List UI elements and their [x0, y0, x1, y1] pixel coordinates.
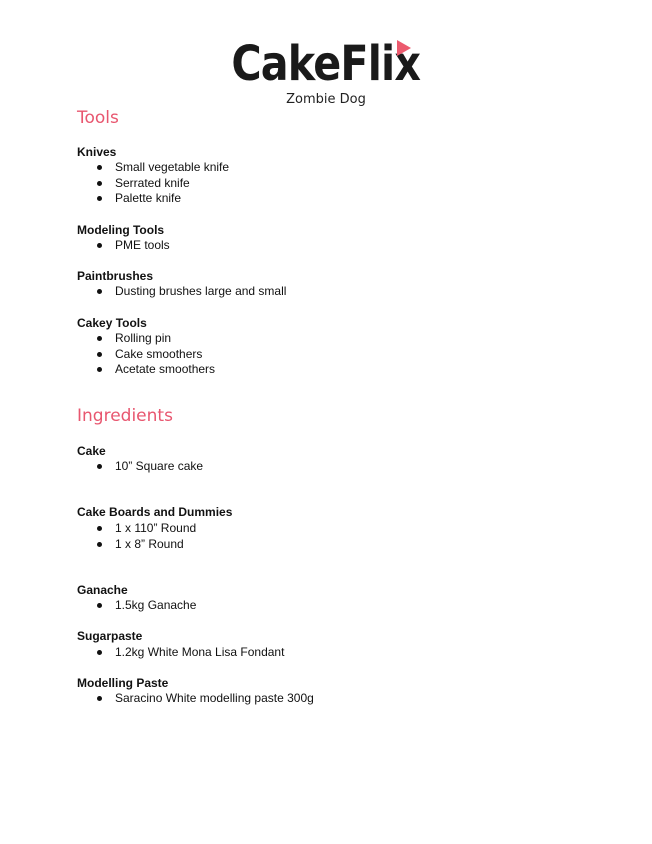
- section-title-ingredients: Ingredients: [77, 406, 173, 426]
- list-item-text: Serrated knife: [115, 175, 190, 190]
- bullet-icon: [97, 464, 102, 469]
- list-item-text: PME tools: [115, 238, 170, 252]
- list-modeling-tools: [77, 238, 170, 254]
- list-item-text: Saracino White modelling paste 300g: [115, 691, 314, 705]
- bullet-icon: [97, 196, 102, 201]
- list-item: [77, 176, 229, 192]
- bullet-icon: [97, 542, 102, 547]
- list-item: [77, 691, 314, 707]
- list-cake: [77, 459, 203, 475]
- list-item: [77, 459, 203, 475]
- list-item: [77, 537, 196, 553]
- bullet-icon: [97, 696, 102, 701]
- list-item: [77, 160, 229, 176]
- list-item: [77, 284, 286, 300]
- list-ganache: [77, 598, 196, 614]
- group-heading-ganache: Ganache: [77, 583, 128, 597]
- list-cake-boards: [77, 521, 196, 552]
- bullet-icon: [97, 650, 102, 655]
- bullet-icon: [97, 181, 102, 186]
- list-item-text: Dusting brushes large and small: [115, 284, 287, 298]
- group-heading-cake-boards: Cake Boards and Dummies: [77, 505, 233, 519]
- bullet-icon: [97, 165, 102, 170]
- list-item-text: Acetate smoothers: [115, 362, 216, 376]
- bullet-icon: [97, 367, 102, 372]
- list-item-text: 1 x 8” Round: [115, 536, 184, 551]
- list-item-text: Cake smoothers: [115, 346, 203, 361]
- group-heading-paintbrushes: Paintbrushes: [77, 269, 154, 283]
- brand-wordmark: CakeFlix: [231, 36, 421, 92]
- list-modelling-paste: [77, 691, 314, 707]
- bullet-icon: [97, 352, 102, 357]
- list-cakey-tools: [77, 331, 215, 378]
- play-triangle-icon: [397, 40, 411, 56]
- bullet-icon: [97, 526, 102, 531]
- recipe-subtitle: Zombie Dog: [286, 92, 366, 107]
- list-item-text: 1.5kg Ganache: [115, 598, 197, 612]
- list-item-text: Palette knife: [115, 191, 182, 205]
- list-item: [77, 191, 229, 207]
- group-heading-cakey-tools: Cakey Tools: [77, 316, 147, 330]
- group-heading-cake: Cake: [77, 444, 106, 458]
- list-paintbrushes: [77, 284, 286, 300]
- section-title-tools: Tools: [77, 108, 119, 128]
- list-item-text: 1.2kg White Mona Lisa Fondant: [115, 645, 285, 659]
- bullet-icon: [97, 243, 102, 248]
- list-item-text: 1 x 110” Round: [115, 521, 197, 535]
- bullet-icon: [97, 289, 102, 294]
- list-knives: [77, 160, 229, 207]
- list-item: [77, 645, 284, 661]
- list-item-text: 10” Square cake: [115, 459, 204, 473]
- list-item: [77, 521, 196, 537]
- list-sugarpaste: [77, 645, 284, 661]
- bullet-icon: [97, 336, 102, 341]
- list-item: [77, 598, 196, 614]
- group-heading-modeling-tools: Modeling Tools: [77, 223, 165, 237]
- list-item-text: Small vegetable knife: [115, 160, 230, 174]
- group-heading-knives: Knives: [77, 145, 117, 159]
- brand-logo: [0, 36, 652, 92]
- list-item: [77, 238, 170, 254]
- group-heading-modelling-paste: Modelling Paste: [77, 676, 169, 690]
- list-item: [77, 362, 215, 378]
- group-heading-sugarpaste: Sugarpaste: [77, 629, 143, 643]
- list-item: [77, 331, 215, 347]
- list-item-text: Rolling pin: [115, 331, 172, 345]
- list-item: [77, 347, 215, 363]
- bullet-icon: [97, 603, 102, 608]
